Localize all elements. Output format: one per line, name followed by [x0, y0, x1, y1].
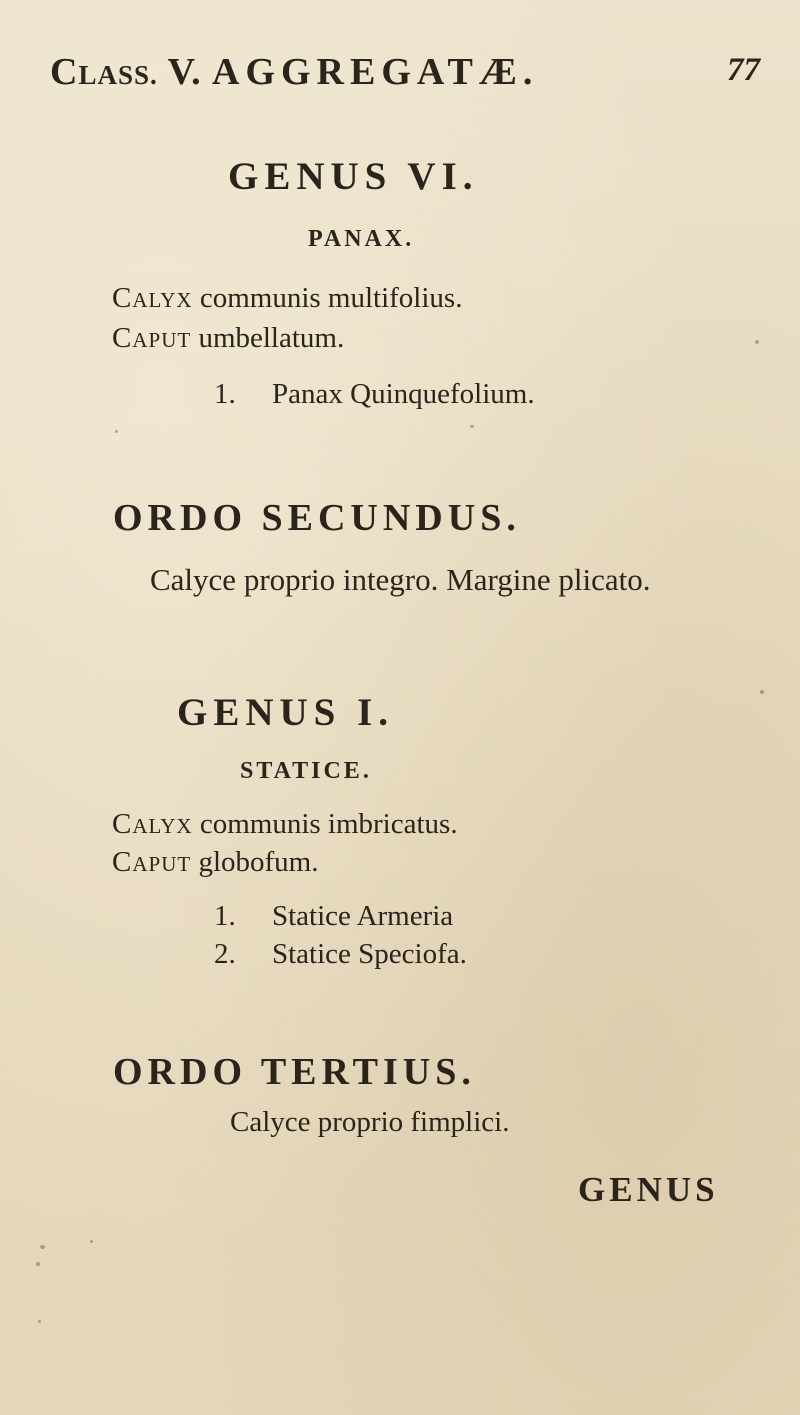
ordo-description: Calyce proprio fimplici. [230, 1106, 510, 1138]
running-title: AGGREGATÆ. [212, 51, 539, 93]
class-label-text: LASS. [78, 60, 158, 90]
caput-line: CAPUT umbellatum. [112, 322, 345, 354]
ordo-heading: ORDO SECUNDUS. [113, 497, 521, 539]
caput-label: C [112, 846, 133, 878]
genus-heading: GENUS VI. [228, 155, 479, 198]
caput-text: umbellatum. [198, 322, 345, 354]
ordo-heading: ORDO TERTIUS. [113, 1051, 476, 1093]
caput-text: globofum. [198, 846, 319, 878]
species-item [214, 938, 467, 971]
calyx-line: CALYX communis imbricatus. [112, 808, 458, 840]
ordo-description: Calyce proprio integro. Margine plicato. [150, 562, 651, 597]
caput-label: C [112, 322, 133, 354]
calyx-line: CALYX communis multifolius. [112, 282, 463, 314]
species-item [214, 378, 535, 411]
genus-name: PANAX. [308, 226, 415, 252]
genus-name: STATICE. [240, 758, 372, 784]
calyx-label: C [112, 282, 133, 314]
genus-heading: GENUS I. [177, 691, 395, 734]
class-number: V. [167, 51, 202, 93]
species-name: Statice Speciofa. [272, 938, 467, 970]
page-number: 77 [727, 52, 760, 88]
species-name: Panax Quinquefolium. [272, 378, 535, 410]
species-name: Statice Armeria [272, 900, 454, 932]
species-number: 2. [214, 938, 236, 970]
calyx-label: C [112, 808, 133, 840]
calyx-text: communis imbricatus. [199, 808, 458, 840]
species-number: 1. [214, 378, 236, 410]
catchword: GENUS [578, 1170, 719, 1209]
caput-line: CAPUT globofum. [112, 846, 319, 878]
running-head [50, 50, 539, 94]
class-label: CLASS. [50, 51, 158, 93]
calyx-text: communis multifolius. [199, 282, 463, 314]
species-number: 1. [214, 900, 236, 932]
species-item [214, 900, 453, 933]
